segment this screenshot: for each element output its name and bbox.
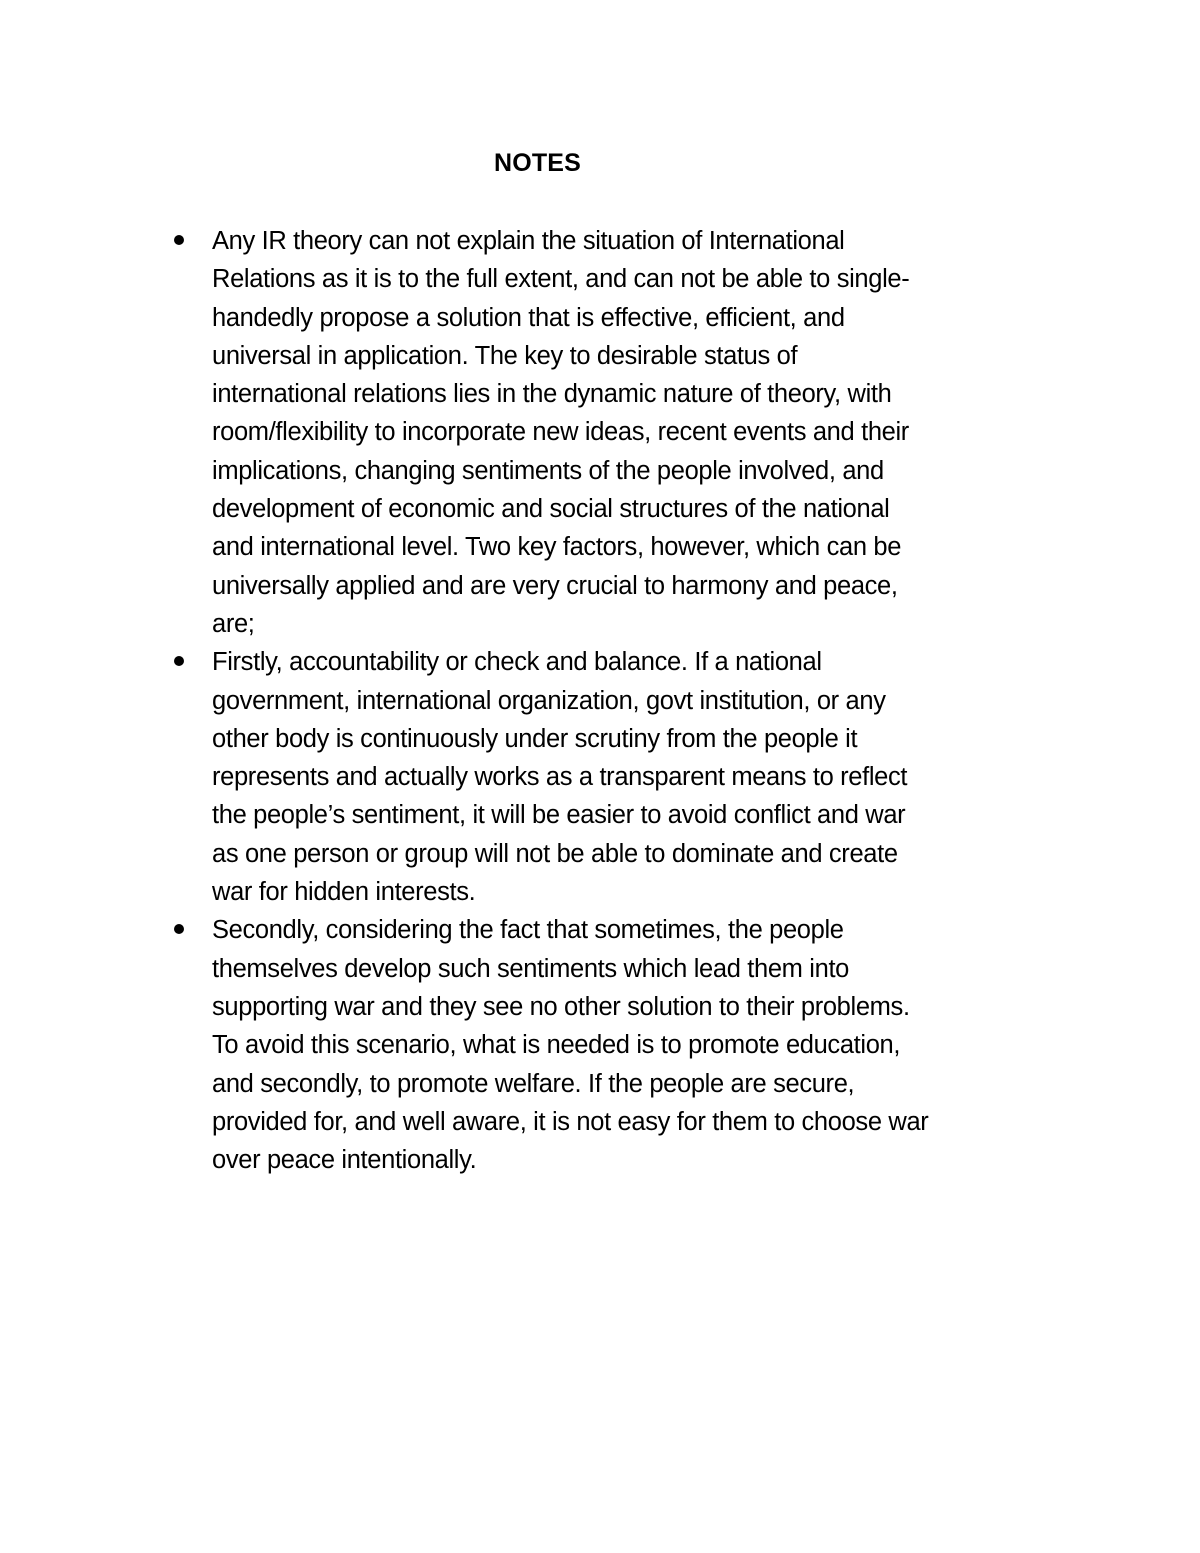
- text-line: themselves develop such sentiments which lead them into: [212, 954, 850, 983]
- text-line: government, international organization, govt institution, or any: [212, 686, 886, 715]
- text-line: To avoid this scenario, what is needed is to promote education,: [212, 1031, 901, 1060]
- list-item: [212, 643, 1062, 911]
- bullet-icon: [174, 924, 184, 934]
- notes-list: [212, 222, 1062, 1179]
- list-item: [212, 911, 1062, 1179]
- text-line: and secondly, to promote welfare. If the people are secure,: [212, 1069, 855, 1098]
- page-title: NOTES: [493, 149, 582, 177]
- text-line: room/flexibility to incorporate new ideas, recent events and their: [212, 418, 909, 447]
- text-line: war for hidden interests.: [212, 878, 476, 907]
- text-line: universally applied and are very crucial to harmony and peace,: [212, 571, 898, 600]
- list-item: [212, 222, 1062, 643]
- bullet-icon: [174, 235, 184, 245]
- text-line: handedly propose a solution that is effective, efficient, and: [212, 303, 845, 332]
- text-line: are;: [212, 609, 255, 638]
- text-line: represents and actually works as a transparent means to reflect: [212, 763, 908, 792]
- text-line: the people’s sentiment, it will be easier to avoid conflict and war: [212, 801, 906, 830]
- text-line: development of economic and social structures of the national: [212, 495, 890, 524]
- text-line: provided for, and well aware, it is not easy for them to choose war: [212, 1107, 929, 1136]
- text-line: supporting war and they see no other solution to their problems.: [212, 992, 910, 1021]
- text-line: Relations as it is to the full extent, and can not be able to single-: [212, 265, 910, 294]
- text-line: universal in application. The key to desirable status of: [212, 341, 798, 370]
- bullet-icon: [174, 656, 184, 666]
- text-line: Secondly, considering the fact that sometimes, the people: [212, 916, 844, 945]
- text-line: over peace intentionally.: [212, 1146, 477, 1175]
- text-line: other body is continuously under scrutiny from the people it: [212, 724, 858, 753]
- text-line: implications, changing sentiments of the people involved, and: [212, 456, 884, 485]
- text-line: Any IR theory can not explain the situation of International: [212, 227, 845, 255]
- text-line: Firstly, accountability or check and balance. If a national: [212, 648, 822, 677]
- text-line: and international level. Two key factors, however, which can be: [212, 533, 902, 562]
- text-line: as one person or group will not be able to dominate and create: [212, 839, 898, 868]
- text-line: international relations lies in the dynamic nature of theory, with: [212, 380, 892, 409]
